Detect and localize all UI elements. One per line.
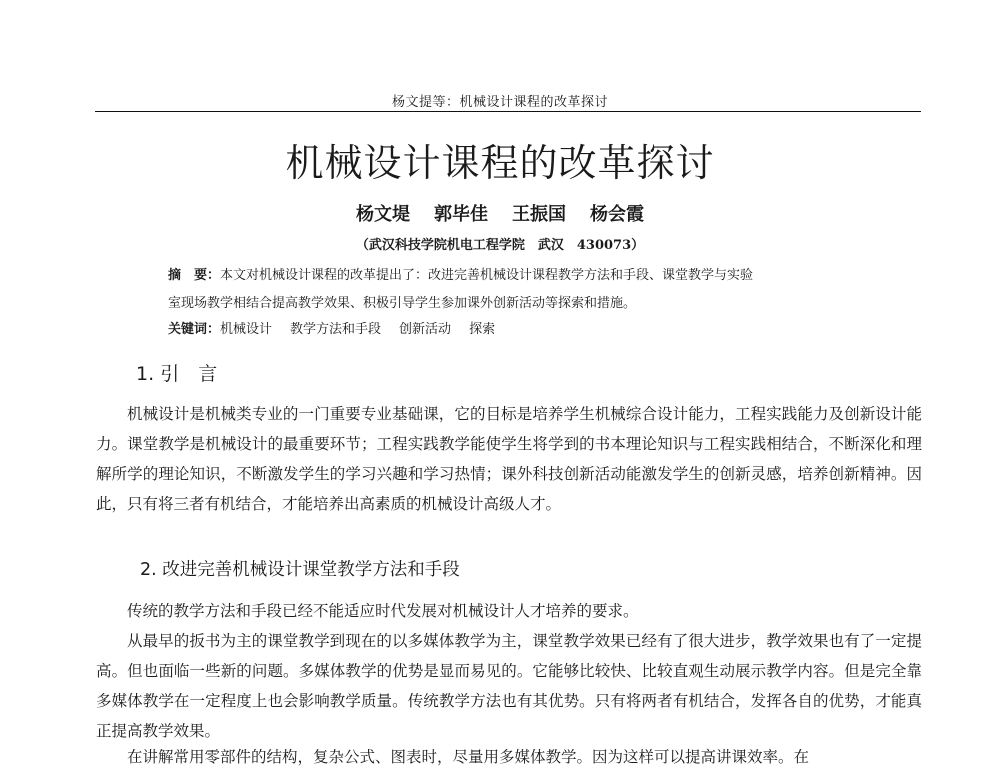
author-name: 郭毕佳 [434, 204, 488, 225]
section-1-title: 引 言 [160, 363, 218, 385]
author-name: 杨文堤 [356, 204, 410, 225]
author-name: 杨会霞 [590, 204, 644, 225]
abstract [168, 262, 868, 318]
keywords-label: 关键词： [168, 322, 221, 337]
author-list [0, 200, 1000, 226]
keyword: 探索 [469, 322, 496, 337]
section-2-paragraph-2: 从最早的扳书为主的课堂教学到现在的以多媒体教学为主，课堂教学效果已经有了很大进步，教学效果也有了一定提高。但也面临一些新的问题。多媒体教学的优势是显而易见的。它能够比较快、比较直观生动展示教学内容。但是完全靠多媒体教学在一定程度上也会影响教学质量。传统教学方法也有其优势。只有将两者有机结合，发挥各自的优势，才能真正提高教学效果。 [96, 632, 922, 740]
section-1-heading [136, 359, 217, 386]
keyword: 教学方法和手段 [290, 322, 382, 337]
section-2-heading [140, 556, 460, 581]
paper-title: 机械设计课程的改革探讨 [285, 141, 715, 185]
author-name: 王振国 [512, 204, 566, 225]
affiliation: （武汉科技学院机电工程学院 武汉 430073） [355, 238, 645, 253]
keyword: 创新活动 [399, 322, 452, 337]
section-1-paragraph: 机械设计是机械类专业的一门重要专业基础课，它的目标是培养学生机械综合设计能力，工程实践能力及创新设计能力。课堂教学是机械设计的最重要环节；工程实践教学能使学生将学到的书本理论知识与工程实践相结合，不断深化和理解所学的理论知识，不断激发学生的学习兴趣和学习热情；课外科技创新活动能激发学生的创新灵感，培养创新精神。因此，只有将三者有机结合，才能培养出高素质的机械设计高级人才。 [96, 405, 922, 513]
keywords [168, 318, 868, 337]
section-1-number: 1. [136, 363, 155, 385]
section-2-paragraph-1: 传统的教学方法和手段已经不能适应时代发展对机械设计人才培养的要求。 [127, 602, 639, 620]
header-rule [95, 111, 921, 112]
abstract-text-line-2: 室现场教学相结合提高教学效果、积极引导学生参加课外创新活动等探索和措施。 [168, 296, 637, 311]
keyword: 机械设计 [220, 322, 273, 337]
section-2-title: 改进完善机械设计课堂教学方法和手段 [162, 560, 460, 580]
abstract-label: 摘 要： [168, 268, 221, 283]
abstract-text-line-1: 本文对机械设计课程的改革提出了：改进完善机械设计课程教学方法和手段、课堂教学与实验 [220, 268, 754, 283]
running-header: 杨文提等：机械设计课程的改革探讨 [391, 95, 608, 110]
section-2-paragraph-3: 在讲解常用零部件的结构，复杂公式、图表时，尽量用多媒体教学。因为这样可以提高讲课效率。在 [127, 748, 810, 766]
section-2-number: 2. [140, 560, 157, 580]
